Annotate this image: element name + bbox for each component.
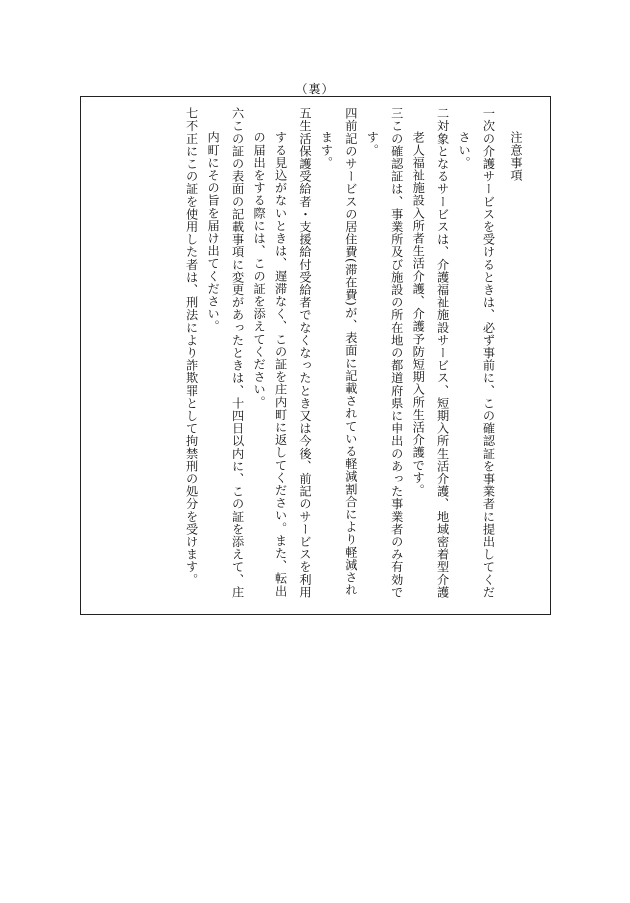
note-item-4 <box>315 106 361 599</box>
note-text: 前記のサービスの居住費(滞在費)が、表面に記載されている軽減割合により軽減されます。 <box>319 119 358 596</box>
note-text: 対象となるサービスは、介護福祉施設サービス、短期入所生活介護、地域密着型介護老人福祉施設入所者生活介護、介護予防短期入所生活介護です。 <box>411 119 450 599</box>
notes-text-block <box>177 106 526 599</box>
note-item-7 <box>177 106 201 599</box>
note-text: この確認証は、事業所及び施設の所在地の都道府県に申出のあった事業者のみ有効です。 <box>365 119 404 599</box>
notes-frame <box>80 96 551 615</box>
note-item-3 <box>361 106 407 599</box>
note-item-5 <box>248 106 315 599</box>
page-side-label: （裏） <box>295 82 335 96</box>
note-item-6 <box>202 106 248 599</box>
note-text: 不正にこの証を使用した者は、刑法により詐欺罪として拘禁刑の処分を受けます。 <box>184 119 199 586</box>
note-text: この証の表面の記載事項に変更があったときは、十四日以内に、この証を添えて、庄内町にその旨を届け出てください。 <box>206 119 245 599</box>
note-text: 次の介護サービスを受けるときは、必ず事前に、この確認証を事業者に提出してください。 <box>457 119 496 599</box>
note-text: 生活保護受給者・支援給付受給者でなくなったとき又は今後、前記のサービスを利用する見込がないときは、遅滞なく、この証を庄内町に返してください。また、転出の届出をする際には、この証を添えてください。 <box>252 119 312 599</box>
note-item-2 <box>407 106 453 599</box>
notes-title: 注意事項 <box>509 131 523 182</box>
note-item-1 <box>453 106 499 599</box>
